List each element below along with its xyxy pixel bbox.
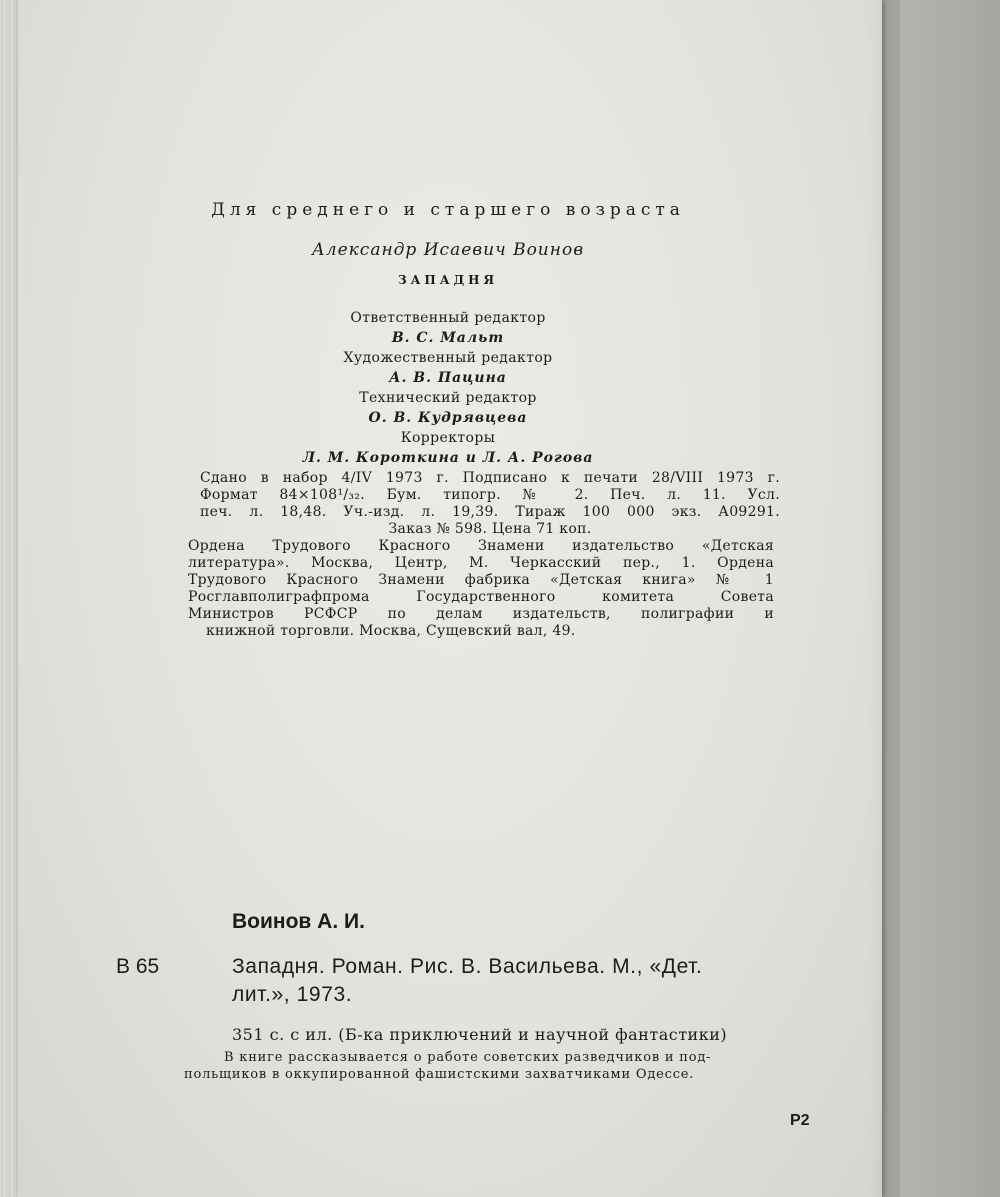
catalog-annotation-line: В книге рассказывается о работе советских разведчиков и под- [224, 1050, 712, 1065]
credit-role-3: Корректоры [400, 430, 496, 446]
publisher-detail-line: Росглавполиграфпрома Государственного комитета Совета [188, 589, 774, 605]
credit-name-2: О. В. Кудрявцева [368, 410, 528, 426]
author-full-name: Александр Исаевич Воинов [311, 240, 585, 260]
book-page [18, 0, 882, 1197]
catalog-classification: Р2 [790, 1112, 810, 1129]
credit-role-2: Технический редактор [359, 390, 537, 406]
publisher-detail-line: Трудового Красного Знамени фабрика «Детская книга» № 1 [188, 572, 774, 588]
credit-name-0: В. С. Мальт [391, 330, 505, 346]
catalog-description-line: Западня. Роман. Рис. В. Васильева. М., «Дет. [232, 955, 703, 978]
publisher-detail-line: Ордена Трудового Красного Знамени издательство «Детская [188, 538, 774, 554]
print-detail-line: Сдано в набор 4/IV 1973 г. Подписано к печати 28/VIII 1973 г. [200, 470, 780, 486]
publisher-detail-line: Министров РСФСР по делам издательств, полиграфии и [188, 606, 774, 622]
credit-name-1: А. В. Пацина [389, 370, 507, 386]
credit-name-3: Л. М. Короткина и Л. А. Рогова [302, 450, 594, 466]
catalog-author-heading: Воинов А. И. [232, 910, 365, 933]
page-edge-shadow [868, 0, 900, 1197]
catalog-index-code: В 65 [116, 955, 160, 978]
print-detail-line: Формат 84×108¹/₃₂. Бум. типогр. № 2. Печ. л. 11. Усл. [200, 487, 780, 503]
print-detail-line: печ. л. 18,48. Уч.-изд. л. 19,39. Тираж 100 000 экз. А09291. [200, 504, 780, 520]
publisher-detail-line: литература». Москва, Центр, М. Черкасский пер., 1. Ордена [188, 555, 774, 571]
book-title: ЗАПАДНЯ [397, 273, 499, 287]
catalog-pages-series: 351 с. с ил. (Б-ка приключений и научной фантастики) [232, 1025, 728, 1044]
credit-role-1: Художественный редактор [343, 350, 553, 366]
credit-role-0: Ответственный редактор [350, 310, 546, 326]
catalog-annotation-line: польщиков в оккупированной фашистскими захватчиками Одессе. [184, 1067, 695, 1082]
print-detail-line: Заказ № 598. Цена 71 коп. [388, 521, 592, 537]
audience-line: Для среднего и старшего возраста [211, 200, 685, 220]
publisher-detail-line: книжной торговли. Москва, Сущевский вал, 49. [206, 623, 576, 639]
catalog-description-line: лит.», 1973. [232, 983, 353, 1006]
